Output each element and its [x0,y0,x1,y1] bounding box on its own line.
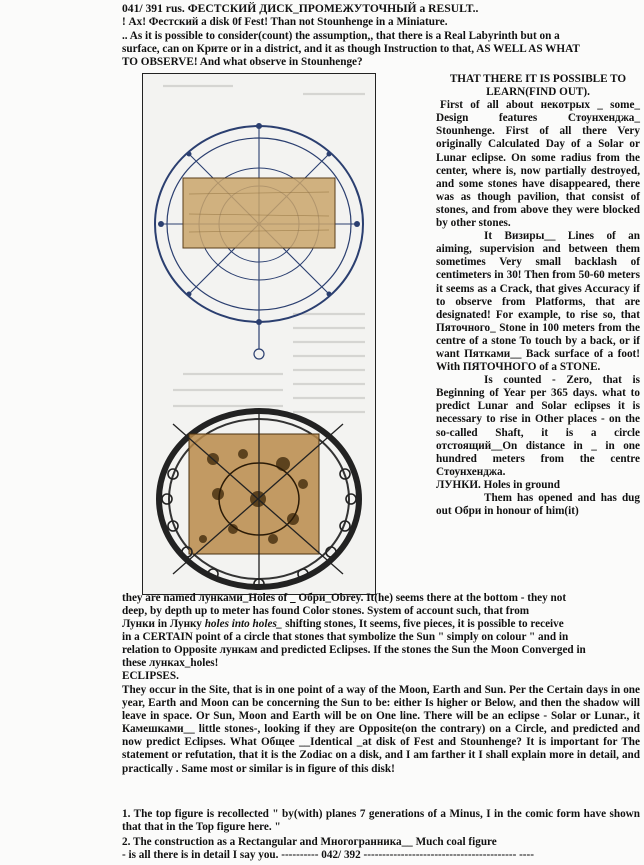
intro-line-3: surface, can on Крите or in a district, and it as though Instruction to that, AS WELL AS WHAT [122,43,580,55]
intro-line-4: TO OBSERVE! And what observe in Stounhenge? [122,56,363,68]
body-line-3c: shifting stones, It seems, five pieces, it is possible to receive [285,618,564,630]
page-footer: - is all there is in detail I say you. ---------- 042/ 392 ----------------------------------------- ---- [122,849,534,861]
phaistos-disk-figure [142,73,376,595]
body-line-3 [122,618,564,631]
body-line-1b: Обри_Obrey. It(he) seems there at the bottom - they not [298,592,567,604]
numbered-notes [122,808,640,834]
disk-drawings-svg [143,74,375,594]
right-column-text [436,73,640,518]
right-column-heading: THAT THERE IT IS POSSIBLE TO LEARN(FIND OUT). [449,73,627,99]
body-line-1 [122,592,566,605]
intro-line-2: .. As it is possible to consider(count) the assumption,, that there is a Real Labyrinth but on a [122,30,560,42]
bottom-disk-drawing [159,409,359,589]
document-title: 041/ 391 rus. ФЕСТСКИЙ ДИСК_ПРОМЕЖУТОЧНЫЙ a RESULT.. [122,2,479,15]
body-line-5: relation to Opposite лункам and predicted Eclipses. If the stones the Sun the Moon Converged in [122,644,586,656]
body-line-3b: holes into holes_ [204,618,283,630]
eclipses-paragraph [122,684,640,776]
note-2: 2. The construction as a Rectangular and Многогранника__ Much coal figure [122,836,497,848]
body-line-6: these лунках_holes! [122,657,219,669]
right-paragraph-1: First of all about некотрых _ some_ Design features Стоунхенджа_ Stounhenge. First of all there Very originally Calculated Day of a Solar or Lunar eclipse. On some radius from the center, where is, now partially destroyed, and some stones have disappeared, there was as though pavilion, that consist of stones, and from above they were blocked by other stones. [436,99,640,230]
body-line-3a: Лунки in Лунку [122,618,202,630]
intro-line-1: ! Ах! Фестский a disk 0f Fest! Than not Stounhenge in a Miniature. [122,16,448,28]
right-paragraph-3: Is counted - Zero, that is Beginning of Year per 365 days. what to predict Lunar and Solar eclipses it is necessary to rise in Other places - on the so-called Shaft, it is a circle отстоящий__On distance in _ in one hundred meters from the centre Стоунхенджа. [436,374,640,478]
body-line-1-gap [290,592,296,604]
top-disk-drawing [155,123,363,359]
right-paragraph-2: It Визиры__ Lines of an aiming, supervision and between them sometimes Very small backlash of centimeters in 30! Then from 50-60 meters it seems as a Crack, that gives Accuracy if to observe from Platforms, that are designated! For example, to rise so, that Пяточного_ Stone in 100 meters from the centre of a stone To touch by a back, or if want Пятками__ Back surface of a foot! With ПЯТОЧНОГО of a STONE. [436,230,640,374]
holes-label: ЛУНКИ. Holes in ground [436,478,560,491]
note-1: 1. The top figure is recollected " by(with) planes 7 generations of a Minus, I in the comic form have shown that that in the Top figure here. " [122,808,640,834]
body-line-2: deep, by depth up to meter has found Color stones. System of account such, that from [122,605,530,617]
eclipses-text: They occur in the Site, that is in one point of a way of the Moon, Earth and Sun. Per the Certain days in one year, Earth and Moon can be concerning the Sun to be: either Is higher or Below, and then the shadow will leave in space. Or Sun, Moon and Earth will be on One line. There will be an eclipse - Solar or Lunar., it Камешками__ little stones-, looking if they are Opposite(on the contrary) on a Circle, and predicted and now predict Eclipses. What Общее __Identical _at disk of Fest and Stounhenge? It is important for The statement or refutation, that it is the Zodiac on a disk, and I am farther it I shall explain more in detail, and practically . Same most or similar is in figure of this disk! [122,684,640,775]
body-line-4: in a CERTAIN point of a circle that stones that symbolize the Sun " simply on colour " and in [122,631,569,643]
right-paragraph-4: Them has opened and has dug out Обри in honour of him(it) [436,492,640,518]
eclipses-heading: ECLIPSES. [122,670,179,682]
body-line-1a: they are named лунками_Holes of [122,592,288,604]
